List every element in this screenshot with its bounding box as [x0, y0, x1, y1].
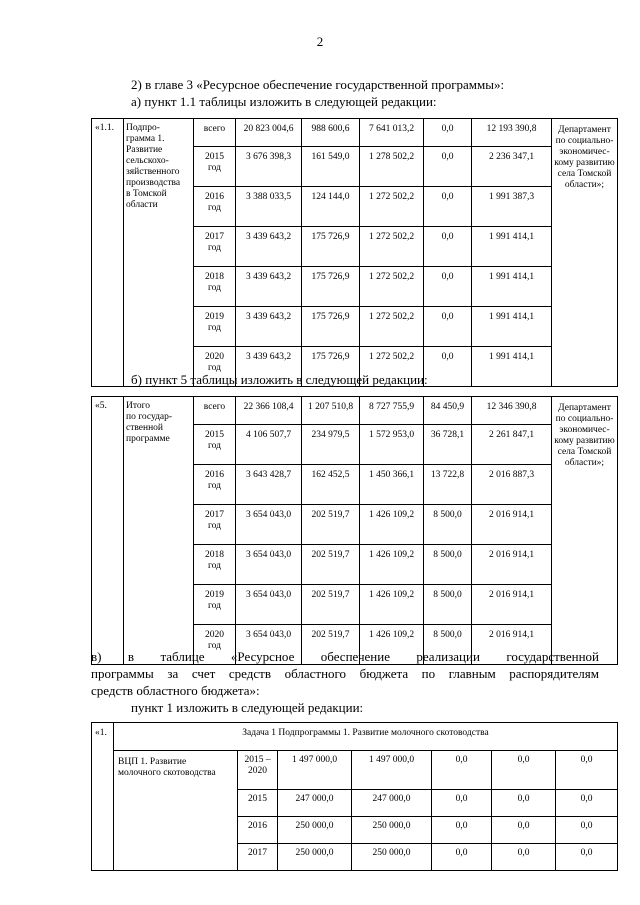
- total-cell: 3 643 428,7: [236, 465, 302, 505]
- other-cell: 12 193 390,8: [472, 119, 552, 147]
- federal-cell: 162 452,5: [302, 465, 360, 505]
- regional-cell: 1 426 109,2: [360, 505, 424, 545]
- year-cell: 2015 год: [194, 147, 236, 187]
- value-cell: 0,0: [432, 751, 492, 790]
- table-2: [91, 396, 618, 665]
- local-cell: 8 500,0: [424, 505, 472, 545]
- local-cell: 0,0: [424, 187, 472, 227]
- table2-department: Департамент по социально- экономичес- кому развитию села Томской области»;: [552, 397, 618, 665]
- value-cell: 0,0: [492, 844, 556, 871]
- year-cell: 2018 год: [194, 267, 236, 307]
- other-cell: 2 261 847,1: [472, 425, 552, 465]
- value-cell: 0,0: [556, 817, 618, 844]
- value-cell: 0,0: [492, 751, 556, 790]
- federal-cell: 234 979,5: [302, 425, 360, 465]
- regional-cell: 1 272 502,2: [360, 347, 424, 387]
- table1-item-name: Подпро- грамма 1. Развитие сельскохо- зяйственного производства в Томской области: [124, 119, 194, 387]
- local-cell: 84 450,9: [424, 397, 472, 425]
- year-cell: 2017 год: [194, 505, 236, 545]
- para-v-line-1: в) в таблице «Ресурсное обеспечение реализации государственной: [91, 649, 599, 664]
- para-v-line-4: пункт 1 изложить в следующей редакции:: [131, 700, 364, 715]
- year-cell: 2016 год: [194, 187, 236, 227]
- other-cell: 1 991 414,1: [472, 347, 552, 387]
- para-v-line-2: программы за счет средств областного бюджета по главным распорядителям: [91, 666, 599, 681]
- regional-cell: 8 727 755,9: [360, 397, 424, 425]
- table-row: [92, 751, 618, 790]
- table-row: [92, 397, 618, 425]
- table3-item-number: «1.: [92, 723, 114, 871]
- federal-cell: 1 207 510,8: [302, 397, 360, 425]
- total-cell: 3 676 398,3: [236, 147, 302, 187]
- regional-cell: 1 278 502,2: [360, 147, 424, 187]
- sub-b: б) пункт 5 таблицы изложить в следующей редакции:: [131, 372, 428, 387]
- local-cell: 13 722,8: [424, 465, 472, 505]
- year-cell: 2015 – 2020: [238, 751, 278, 790]
- intro-line-2: а) пункт 1.1 таблицы изложить в следующей редакции:: [131, 94, 437, 109]
- year-cell: 2019 год: [194, 585, 236, 625]
- other-cell: 2 016 887,3: [472, 465, 552, 505]
- table-header-row: [92, 723, 618, 751]
- total-cell: 4 106 507,7: [236, 425, 302, 465]
- total-cell: 3 439 643,2: [236, 307, 302, 347]
- total-cell: 3 439 643,2: [236, 267, 302, 307]
- para-v-line-3: средств областного бюджета»:: [91, 683, 260, 698]
- local-cell: 0,0: [424, 307, 472, 347]
- federal-cell: 988 600,6: [302, 119, 360, 147]
- other-cell: 2 236 347,1: [472, 147, 552, 187]
- year-cell: всего: [194, 119, 236, 147]
- federal-cell: 202 519,7: [302, 585, 360, 625]
- regional-cell: 7 641 013,2: [360, 119, 424, 147]
- local-cell: 8 500,0: [424, 545, 472, 585]
- table-row: [92, 119, 618, 147]
- value-cell: 250 000,0: [278, 817, 352, 844]
- value-cell: 0,0: [432, 790, 492, 817]
- other-cell: 2 016 914,1: [472, 505, 552, 545]
- federal-cell: 175 726,9: [302, 227, 360, 267]
- table1-department: Департамент по социально- экономичес- кому развитию села Томской области»;: [552, 119, 618, 387]
- intro-line-1: 2) в главе 3 «Ресурсное обеспечение государственной программы»:: [131, 77, 505, 92]
- other-cell: 1 991 414,1: [472, 227, 552, 267]
- total-cell: 20 823 004,6: [236, 119, 302, 147]
- table-3: [91, 722, 618, 871]
- regional-cell: 1 426 109,2: [360, 545, 424, 585]
- federal-cell: 175 726,9: [302, 267, 360, 307]
- regional-cell: 1 572 953,0: [360, 425, 424, 465]
- table3-task-header: Задача 1 Подпрограммы 1. Развитие молочного скотоводства: [114, 723, 618, 751]
- value-cell: 0,0: [432, 844, 492, 871]
- value-cell: 1 497 000,0: [278, 751, 352, 790]
- local-cell: 36 728,1: [424, 425, 472, 465]
- other-cell: 1 991 414,1: [472, 267, 552, 307]
- local-cell: 0,0: [424, 119, 472, 147]
- regional-cell: 1 426 109,2: [360, 585, 424, 625]
- local-cell: 0,0: [424, 267, 472, 307]
- year-cell: 2016 год: [194, 465, 236, 505]
- value-cell: 0,0: [556, 844, 618, 871]
- value-cell: 0,0: [432, 817, 492, 844]
- total-cell: 3 388 033,5: [236, 187, 302, 227]
- value-cell: 0,0: [492, 790, 556, 817]
- year-cell: 2016: [238, 817, 278, 844]
- value-cell: 0,0: [556, 790, 618, 817]
- local-cell: 0,0: [424, 147, 472, 187]
- value-cell: 247 000,0: [352, 790, 432, 817]
- local-cell: 0,0: [424, 347, 472, 387]
- regional-cell: 1 272 502,2: [360, 227, 424, 267]
- page-number: 2: [316, 34, 324, 49]
- federal-cell: 202 519,7: [302, 625, 360, 665]
- year-cell: 2015 год: [194, 425, 236, 465]
- total-cell: 22 366 108,4: [236, 397, 302, 425]
- total-cell: 3 439 643,2: [236, 347, 302, 387]
- year-cell: 2017: [238, 844, 278, 871]
- total-cell: 3 654 043,0: [236, 505, 302, 545]
- value-cell: 1 497 000,0: [352, 751, 432, 790]
- table1-item-number: «1.1.: [92, 119, 124, 387]
- federal-cell: 202 519,7: [302, 505, 360, 545]
- local-cell: 8 500,0: [424, 585, 472, 625]
- value-cell: 0,0: [492, 817, 556, 844]
- year-cell: 2020 год: [194, 625, 236, 665]
- year-cell: всего: [194, 397, 236, 425]
- other-cell: 2 016 914,1: [472, 625, 552, 665]
- federal-cell: 202 519,7: [302, 545, 360, 585]
- federal-cell: 124 144,0: [302, 187, 360, 227]
- value-cell: 250 000,0: [352, 844, 432, 871]
- other-cell: 1 991 387,3: [472, 187, 552, 227]
- year-cell: 2017 год: [194, 227, 236, 267]
- federal-cell: 161 549,0: [302, 147, 360, 187]
- local-cell: 8 500,0: [424, 625, 472, 665]
- table2-item-number: «5.: [92, 397, 124, 665]
- year-cell: 2015: [238, 790, 278, 817]
- total-cell: 3 654 043,0: [236, 585, 302, 625]
- total-cell: 3 654 043,0: [236, 545, 302, 585]
- total-cell: 3 654 043,0: [236, 625, 302, 665]
- value-cell: 250 000,0: [278, 844, 352, 871]
- value-cell: 247 000,0: [278, 790, 352, 817]
- federal-cell: 175 726,9: [302, 347, 360, 387]
- regional-cell: 1 272 502,2: [360, 307, 424, 347]
- year-cell: 2020 год: [194, 347, 236, 387]
- regional-cell: 1 272 502,2: [360, 187, 424, 227]
- local-cell: 0,0: [424, 227, 472, 267]
- other-cell: 2 016 914,1: [472, 545, 552, 585]
- year-cell: 2019 год: [194, 307, 236, 347]
- total-cell: 3 439 643,2: [236, 227, 302, 267]
- federal-cell: 175 726,9: [302, 307, 360, 347]
- table-1: [91, 118, 618, 387]
- other-cell: 12 346 390,8: [472, 397, 552, 425]
- table3-item-name: ВЦП 1. Развитие молочного скотоводства: [114, 751, 238, 871]
- regional-cell: 1 426 109,2: [360, 625, 424, 665]
- value-cell: 0,0: [556, 751, 618, 790]
- other-cell: 1 991 414,1: [472, 307, 552, 347]
- year-cell: 2018 год: [194, 545, 236, 585]
- value-cell: 250 000,0: [352, 817, 432, 844]
- regional-cell: 1 272 502,2: [360, 267, 424, 307]
- regional-cell: 1 450 366,1: [360, 465, 424, 505]
- other-cell: 2 016 914,1: [472, 585, 552, 625]
- table2-item-name: Итого по государ- ственной программе: [124, 397, 194, 665]
